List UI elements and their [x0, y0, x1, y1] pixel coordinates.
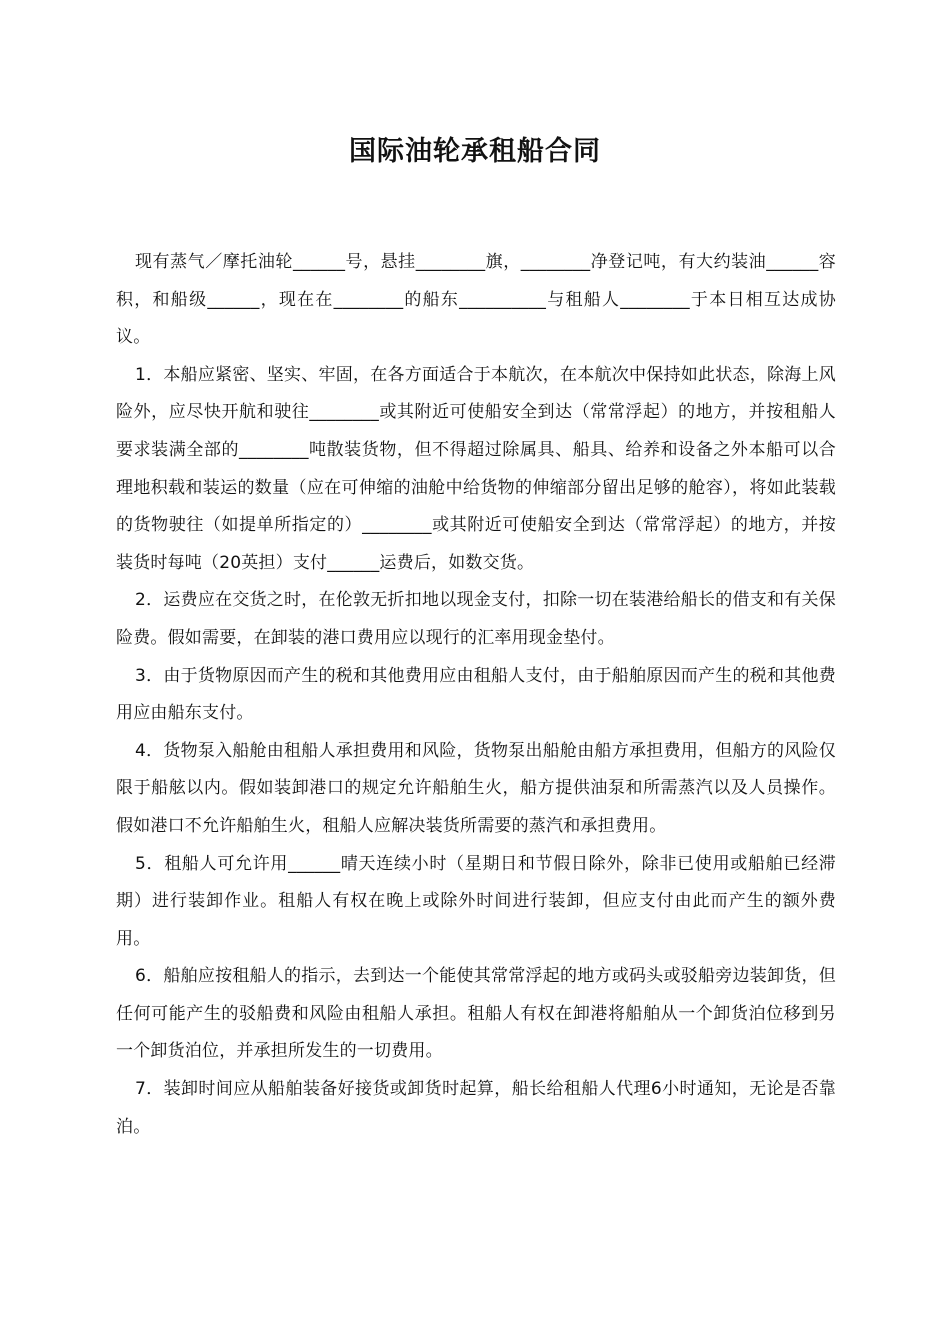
document-body — [116, 244, 836, 1146]
clause-1-paragraph: 1．本船应紧密、坚实、牢固，在各方面适合于本航次，在本航次中保持如此状态，除海上风险外，应尽快开航和驶往________或其附近可使船安全到达（常常浮起）的地方，并按租船人要求装满全部的________吨散装货物，但不得超过除属具、船具、给养和设备之外本船可以合理地积载和装运的数量（应在可伸缩的油舱中给货物的伸缩部分留出足够的舱容），将如此装载的货物驶往（如提单所指定的）________或其附近可使船安全到达（常常浮起）的地方，并按装货时每吨（20英担）支付______运费后，如数交货。 — [116, 364, 836, 573]
clause-5-paragraph: 5．租船人可允许用______晴天连续小时（星期日和节假日除外，除非已使用或船舶已经滞期）进行装卸作业。租船人有权在晚上或除外时间进行装卸，但应支付由此而产生的额外费用。 — [116, 853, 836, 949]
clause-6-paragraph: 6．船舶应按租船人的指示，去到达一个能使其常常浮起的地方或码头或驳船旁边装卸货，但任何可能产生的驳船费和风险由租船人承担。租船人有权在卸港将船舶从一个卸货泊位移到另一个卸货泊位，并承担所发生的一切费用。 — [116, 966, 836, 1062]
clause-2-paragraph: 2．运费应在交货之时，在伦敦无折扣地以现金支付，扣除一切在装港给船长的借支和有关保险费。假如需要，在卸装的港口费用应以现行的汇率用现金垫付。 — [116, 590, 836, 648]
intro-paragraph: 现有蒸气／摩托油轮______号，悬挂________旗，________净登记吨，有大约装油______容积，和船级______，现在在________的船东__________与租船人________于本日相互达成协议。 — [116, 252, 836, 348]
clause-3-paragraph: 3．由于货物原因而产生的税和其他费用应由租船人支付，由于船舶原因而产生的税和其他费用应由船东支付。 — [116, 665, 836, 724]
clause-4-paragraph: 4．货物泵入船舱由租船人承担费用和风险，货物泵出船舱由船方承担费用，但船方的风险仅限于船舷以内。假如装卸港口的规定允许船舶生火，船方提供油泵和所需蒸汽以及人员操作。假如港口不允许船舶生火，租船人应解决装货所需要的蒸汽和承担费用。 — [116, 740, 836, 836]
document-title: 国际油轮承租船合同 — [349, 136, 601, 167]
clause-7-paragraph: 7．装卸时间应从船舶装备好接货或卸货时起算，船长给租船人代理6小时通知，无论是否靠泊。 — [116, 1079, 836, 1137]
